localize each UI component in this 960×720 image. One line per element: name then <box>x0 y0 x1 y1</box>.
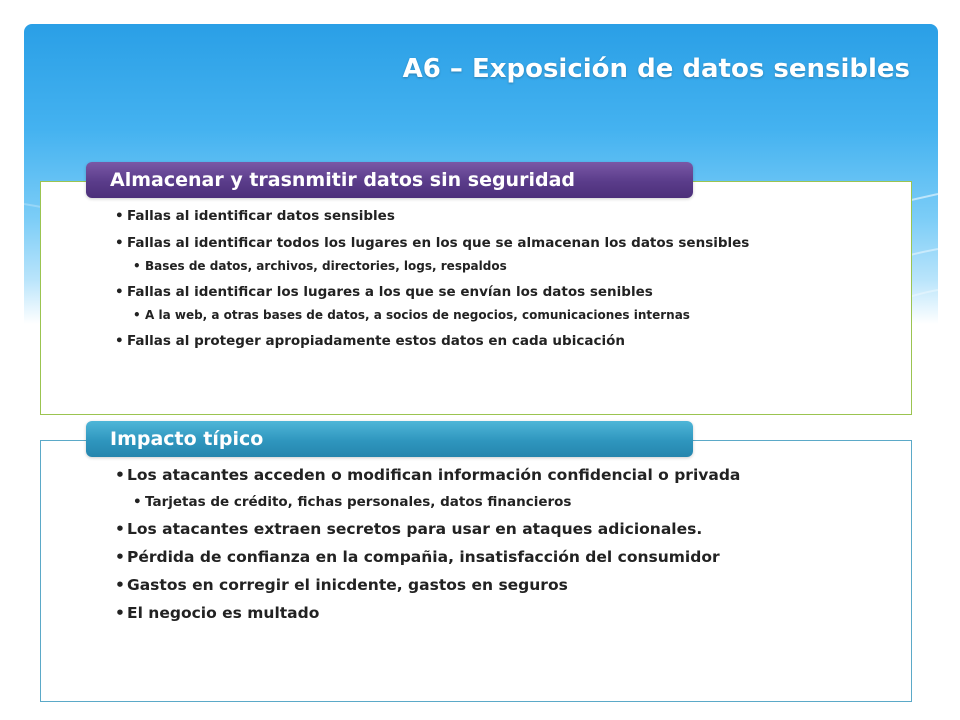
list-item: • Gastos en corregir el inicdente, gastos en seguros <box>127 575 740 596</box>
list-item: • Fallas al proteger apropiadamente estos datos en cada ubicación <box>127 332 749 350</box>
list-item: • Fallas al identificar datos sensibles <box>127 207 749 225</box>
list-subitem: • Tarjetas de crédito, fichas personales, datos financieros <box>145 493 740 511</box>
list-subitem: • A la web, a otras bases de datos, a socios de negocios, comunicaciones internas <box>145 307 749 323</box>
section-impact-header: Impacto típico <box>86 421 693 457</box>
section-impact-box <box>40 440 912 702</box>
list-item: • Los atacantes extraen secretos para usar en ataques adicionales. <box>127 519 740 540</box>
list-subitem: • Bases de datos, archivos, directories, logs, respaldos <box>145 258 749 274</box>
section-storage-list <box>127 207 749 359</box>
list-item: • El negocio es multado <box>127 603 740 624</box>
section-impact-list <box>127 465 740 631</box>
slide-title: A6 – Exposición de datos sensibles <box>402 54 910 84</box>
section-storage-header: Almacenar y trasnmitir datos sin seguridad <box>86 162 693 198</box>
list-item: • Pérdida de confianza en la compañia, insatisfacción del consumidor <box>127 547 740 568</box>
section-storage-box <box>40 181 912 415</box>
list-item: • Los atacantes acceden o modifican información confidencial o privada <box>127 465 740 486</box>
list-item: • Fallas al identificar todos los lugares en los que se almacenan los datos sensibles <box>127 234 749 252</box>
list-item: • Fallas al identificar los lugares a los que se envían los datos senibles <box>127 283 749 301</box>
